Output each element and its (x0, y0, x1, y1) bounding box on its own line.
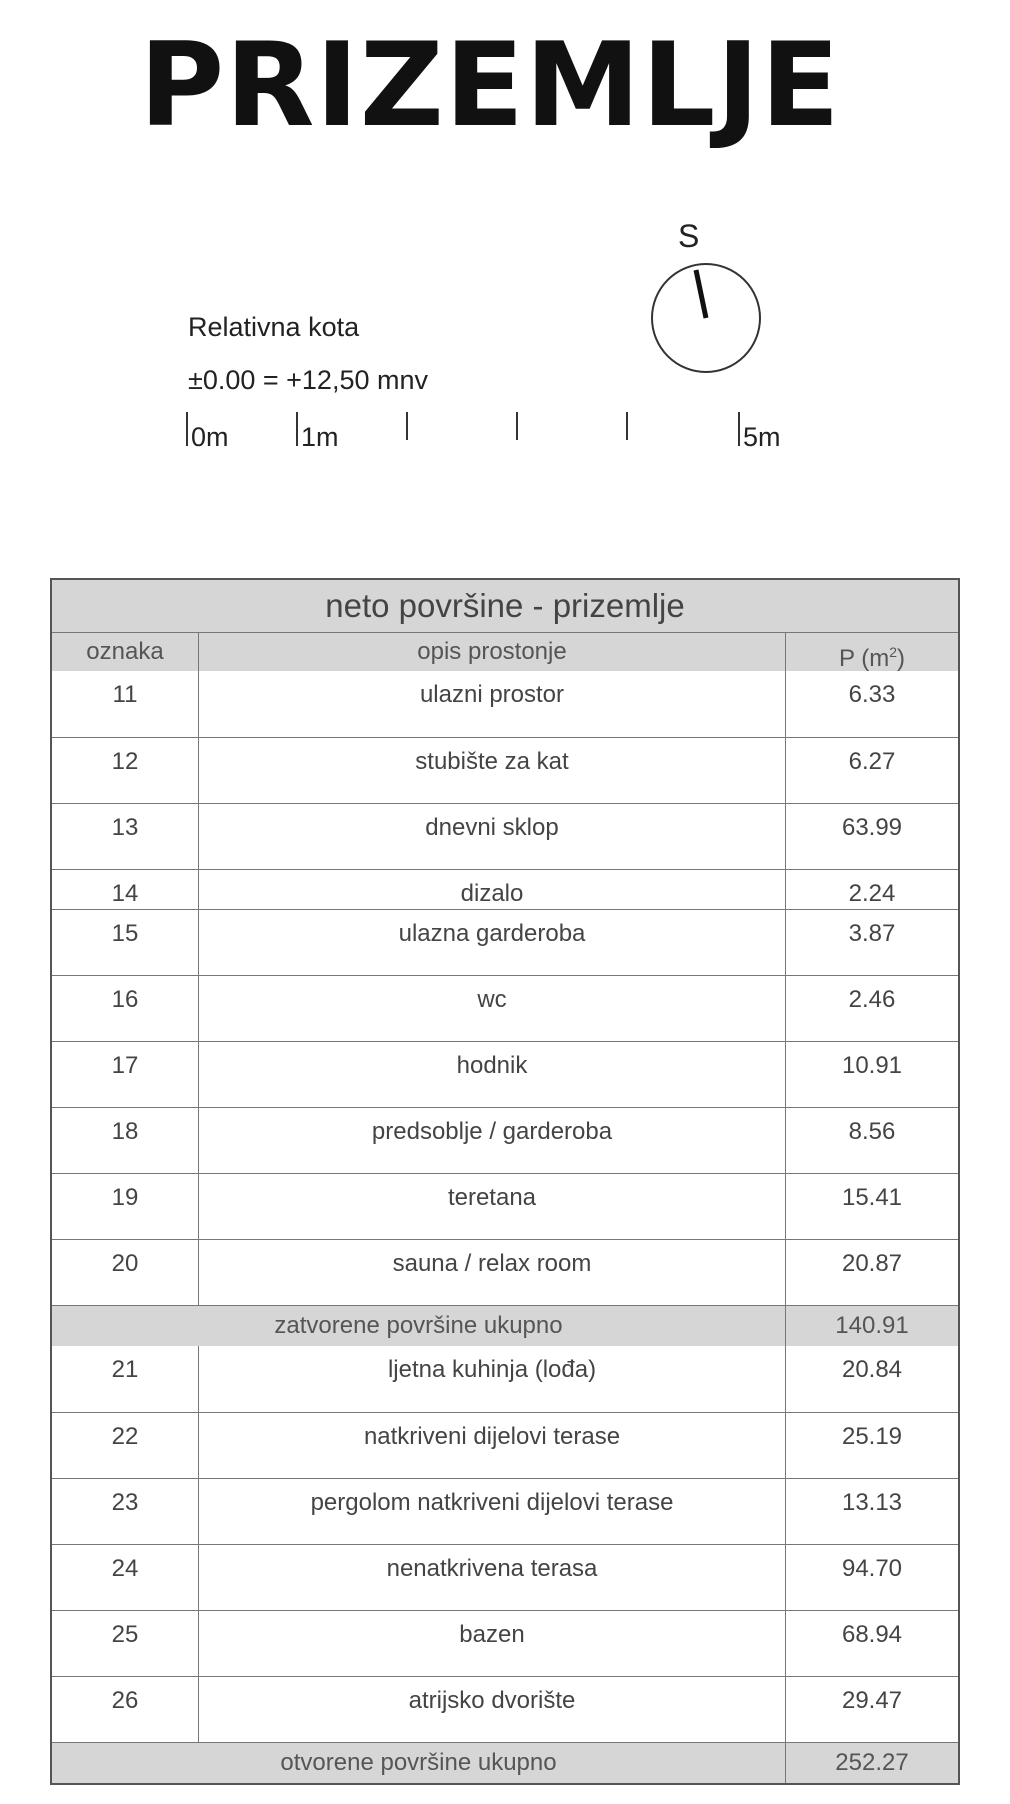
header-area (786, 633, 958, 671)
row-area: 15.41 (841, 1184, 903, 1211)
scale-tick (296, 412, 298, 446)
table-row (52, 975, 958, 1041)
row-area: 2.46 (848, 986, 896, 1013)
row-code: 26 (52, 1677, 199, 1742)
row-area: 2.24 (848, 880, 896, 907)
row-area: 94.70 (841, 1555, 903, 1582)
table-row (52, 1239, 958, 1305)
row-code: 12 (52, 738, 199, 803)
open-total-value: 252.27 (835, 1749, 909, 1776)
row-description: hodnik (199, 1042, 786, 1107)
header-area-prefix: P (m (838, 645, 890, 672)
row-description: teretana (199, 1174, 786, 1239)
open-total-label: otvorene površine ukupno (52, 1743, 786, 1783)
row-code: 18 (52, 1108, 199, 1173)
row-code: 22 (52, 1413, 199, 1478)
row-description: ulazna garderoba (199, 910, 786, 975)
page-title: PRIZEMLJE (139, 18, 841, 153)
table-row (52, 803, 958, 869)
table-row (52, 1610, 958, 1676)
scale-tick (406, 412, 408, 440)
row-area: 13.13 (841, 1489, 903, 1516)
row-code: 11 (52, 671, 199, 737)
row-code: 15 (52, 910, 199, 975)
open-total-row (52, 1742, 958, 1783)
scale-tick (186, 412, 188, 446)
closed-rows (52, 671, 958, 1305)
row-description: predsoblje / garderoba (199, 1108, 786, 1173)
row-description: nenatkrivena terasa (199, 1545, 786, 1610)
header-area-suffix: ) (897, 645, 906, 672)
row-area: 20.87 (841, 1250, 903, 1277)
scale-tick-label: 0m (191, 422, 229, 452)
compass-icon (650, 262, 762, 374)
table-row (52, 737, 958, 803)
scale-tick (516, 412, 518, 440)
row-area: 29.47 (841, 1687, 903, 1714)
row-description: dnevni sklop (199, 804, 786, 869)
row-description: ljetna kuhinja (lođa) (199, 1346, 786, 1412)
closed-total-value: 140.91 (835, 1312, 909, 1339)
table-row (52, 671, 958, 737)
header-area-sup: 2 (889, 644, 898, 660)
table-header-row (52, 632, 958, 671)
row-area: 25.19 (841, 1423, 903, 1450)
scale-bar (180, 408, 800, 458)
table-row (52, 1676, 958, 1742)
table-title: neto površine - prizemlje (52, 580, 958, 632)
closed-total-row (52, 1305, 958, 1346)
row-code: 16 (52, 976, 199, 1041)
table-row (52, 1173, 958, 1239)
row-area: 68.94 (841, 1621, 903, 1648)
table-row (52, 1346, 958, 1412)
row-area: 6.27 (848, 748, 896, 775)
row-description: ulazni prostor (199, 671, 786, 737)
relative-elevation-value: ±0.00 = +12,50 mnv (188, 365, 428, 395)
header-code: oznaka (52, 633, 199, 671)
row-description: stubište za kat (199, 738, 786, 803)
table-row (52, 1478, 958, 1544)
closed-total-label: zatvorene površine ukupno (52, 1306, 786, 1346)
row-area: 8.56 (848, 1118, 896, 1145)
scale-tick-label: 5m (743, 422, 781, 452)
row-code: 17 (52, 1042, 199, 1107)
row-description: natkriveni dijelovi terase (199, 1413, 786, 1478)
row-description: dizalo (199, 870, 786, 909)
compass-label: S (678, 218, 700, 254)
row-code: 19 (52, 1174, 199, 1239)
row-code: 21 (52, 1346, 199, 1412)
table-row (52, 1412, 958, 1478)
header-description: opis prostonje (199, 633, 786, 671)
row-code: 25 (52, 1611, 199, 1676)
table-row (52, 869, 958, 909)
scale-tick (738, 412, 740, 446)
row-description: atrijsko dvorište (199, 1677, 786, 1742)
row-code: 14 (52, 870, 199, 909)
row-description: bazen (199, 1611, 786, 1676)
area-table (50, 578, 960, 1785)
scale-tick (626, 412, 628, 440)
row-area: 10.91 (841, 1052, 903, 1079)
row-description: pergolom natkriveni dijelovi terase (199, 1479, 786, 1544)
table-row (52, 1107, 958, 1173)
row-description: sauna / relax room (199, 1240, 786, 1305)
relative-elevation-label: Relativna kota (188, 312, 360, 342)
row-code: 23 (52, 1479, 199, 1544)
table-row (52, 1544, 958, 1610)
table-row (52, 909, 958, 975)
row-area: 6.33 (848, 681, 896, 708)
row-code: 20 (52, 1240, 199, 1305)
scale-tick-label: 1m (301, 422, 339, 452)
row-area: 3.87 (848, 920, 896, 947)
row-description: wc (199, 976, 786, 1041)
open-rows (52, 1346, 958, 1742)
table-row (52, 1041, 958, 1107)
row-area: 20.84 (841, 1356, 903, 1383)
row-area: 63.99 (841, 814, 903, 841)
row-code: 24 (52, 1545, 199, 1610)
row-code: 13 (52, 804, 199, 869)
